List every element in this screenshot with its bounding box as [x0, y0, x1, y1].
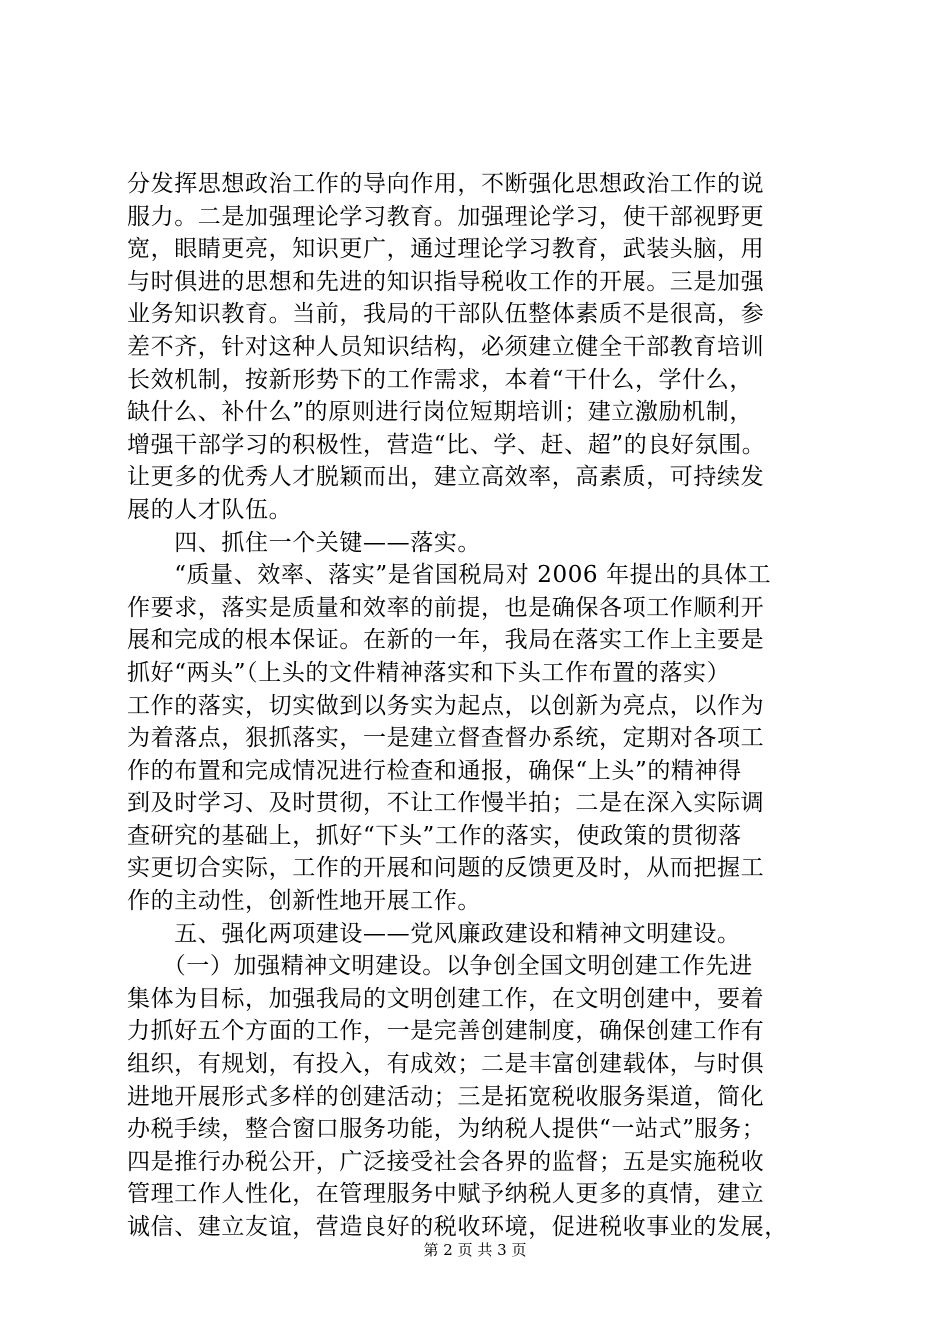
text-line: 查研究的基础上，抓好“下头”工作的落实，使政策的贯彻落 [127, 822, 742, 849]
text-line: 分发挥思想政治工作的导向作用，不断强化思想政治工作的说 [127, 171, 765, 197]
text-line: 进地开展形式多样的创建活动；三是拓宽税收服务渠道，简化 [127, 1083, 765, 1110]
text-line: “质量、效率、落实”是省国税局对 2006 年提出的具体工 [127, 562, 772, 589]
text-line: 作的主动性，创新性地开展工作。 [127, 888, 481, 915]
text-line: 组织，有规划，有投入，有成效；二是丰富创建载体，与时俱 [127, 1051, 765, 1078]
text-line: 宽，眼睛更亮，知识更广，通过理论学习教育，武装头脑，用 [127, 236, 765, 263]
text-line: 展的人才队伍。 [127, 496, 293, 523]
text-line: （一）加强精神文明建设。以争创全国文明创建工作先进 [127, 953, 753, 980]
text-line: 办税手续，整合窗口服务功能，为纳税人提供“一站式”服务； [127, 1116, 766, 1143]
text-line: 作要求，落实是质量和效率的前提，也是确保各项工作顺利开 [127, 594, 765, 621]
text-line: 工作的落实，切实做到以务实为起点，以创新为亮点，以作为 [127, 692, 765, 719]
text-line: 抓好“两头”（上头的文件精神落实和下头工作布置的落实） [127, 659, 731, 686]
text-line: 集体为目标，加强我局的文明创建工作，在文明创建中，要着 [127, 985, 765, 1012]
text-line: 与时俱进的思想和先进的知识指导税收工作的开展。三是加强 [127, 268, 765, 295]
section-heading: 五、强化两项建设——党风廉政建设和精神文明建设。 [127, 920, 741, 947]
page-footer [0, 1240, 950, 1260]
section-heading: 四、抓住一个关键——落实。 [127, 529, 481, 556]
text-line: 服力。二是加强理论学习教育。加强理论学习，使干部视野更 [127, 203, 765, 230]
page-number-label: 第 2 页 共 3 页 [423, 1241, 527, 1259]
text-line: 差不齐，针对这种人员知识结构，必须建立健全干部教育培训 [127, 333, 765, 360]
text-line: 为着落点，狠抓落实，一是建立督查督办系统，定期对各项工 [127, 725, 765, 752]
text-line: 缺什么、补什么”的原则进行岗位短期培训；建立激励机制， [127, 399, 753, 426]
text-line: 让更多的优秀人才脱颖而出，建立高效率，高素质，可持续发 [127, 464, 765, 491]
text-line: 业务知识教育。当前，我局的干部队伍整体素质不是很高，参 [127, 301, 765, 328]
text-line: 力抓好五个方面的工作，一是完善创建制度，确保创建工作有 [127, 1018, 765, 1045]
text-line: 到及时学习、及时贯彻，不让工作慢半拍；二是在深入实际调 [127, 790, 765, 817]
text-line: 长效机制，按新形势下的工作需求，本着“干什么，学什么， [127, 366, 753, 393]
text-line: 实更切合实际，工作的开展和问题的反馈更及时，从而把握工 [127, 855, 765, 882]
text-line: 诚信、建立友谊，营造良好的税收环境，促进税收事业的发展， [127, 1214, 788, 1240]
text-line: 展和完成的根本保证。在新的一年，我局在落实工作上主要是 [127, 627, 765, 654]
text-line: 四是推行办税公开，广泛接受社会各界的监督；五是实施税收 [127, 1148, 765, 1175]
text-line: 增强干部学习的积极性，营造“比、学、赶、超”的良好氛围。 [127, 431, 766, 458]
text-line: 作的布置和完成情况进行检查和通报，确保“上头”的精神得 [127, 757, 742, 784]
body-text [127, 168, 847, 1244]
text-line: 管理工作人性化，在管理服务中赋予纳税人更多的真情，建立 [127, 1181, 765, 1208]
